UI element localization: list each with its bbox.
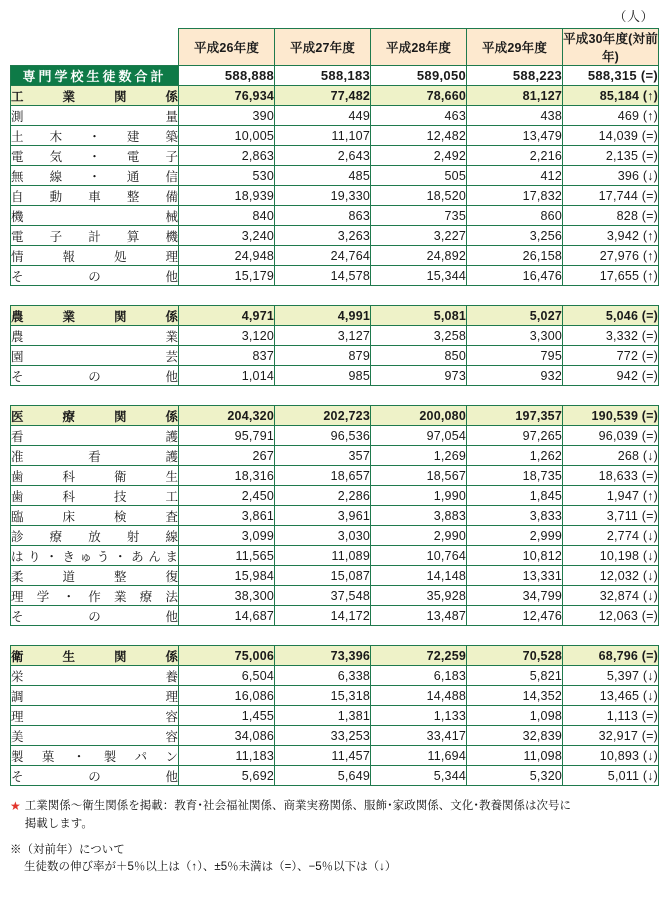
row-value-0: 530 xyxy=(179,166,275,186)
row-value-1: 37,548 xyxy=(275,586,371,606)
row-value-4: 17,655 (↑) xyxy=(563,266,659,286)
row-label: そ の 他 xyxy=(11,366,179,386)
table-row xyxy=(11,266,659,286)
note-star-text xyxy=(25,798,571,834)
row-value-0: 24,948 xyxy=(179,246,275,266)
table-row xyxy=(11,666,659,686)
table-row xyxy=(11,486,659,506)
table-row xyxy=(11,586,659,606)
column-header-row xyxy=(11,29,659,66)
row-label: 看 護 xyxy=(11,426,179,446)
row-value-2: 18,567 xyxy=(371,466,467,486)
row-value-1: 18,657 xyxy=(275,466,371,486)
row-value-2: 1,269 xyxy=(371,446,467,466)
row-label: 准 看 護 xyxy=(11,446,179,466)
row-value-2: 2,990 xyxy=(371,526,467,546)
row-value-4: 32,917 (=) xyxy=(563,726,659,746)
row-value-1: 14,578 xyxy=(275,266,371,286)
row-value-0: 267 xyxy=(179,446,275,466)
total-row xyxy=(11,66,659,86)
row-value-0: 1,455 xyxy=(179,706,275,726)
row-label: 情 報 処 理 xyxy=(11,246,179,266)
row-label: 園 芸 xyxy=(11,346,179,366)
row-value-4: 3,711 (=) xyxy=(563,506,659,526)
table-row xyxy=(11,566,659,586)
row-value-1: 3,961 xyxy=(275,506,371,526)
note-star-row xyxy=(10,798,658,834)
row-value-3: 26,158 xyxy=(467,246,563,266)
row-value-4: 1,113 (=) xyxy=(563,706,659,726)
table-row xyxy=(11,706,659,726)
row-value-3: 14,352 xyxy=(467,686,563,706)
row-value-4: 32,874 (↓) xyxy=(563,586,659,606)
group-header-row xyxy=(11,306,659,326)
row-value-1: 14,172 xyxy=(275,606,371,626)
row-value-0: 14,687 xyxy=(179,606,275,626)
row-label: 歯 科 衛 生 xyxy=(11,466,179,486)
row-value-3: 1,845 xyxy=(467,486,563,506)
row-value-1: 11,107 xyxy=(275,126,371,146)
group-value-0: 75,006 xyxy=(179,646,275,666)
table-row xyxy=(11,506,659,526)
row-label: 柔 道 整 復 xyxy=(11,566,179,586)
row-value-4: 772 (=) xyxy=(563,346,659,366)
row-value-0: 95,791 xyxy=(179,426,275,446)
table-row xyxy=(11,446,659,466)
row-label: はり・きゅう・あんま xyxy=(11,546,179,566)
group-value-3: 5,027 xyxy=(467,306,563,326)
row-value-4: 96,039 (=) xyxy=(563,426,659,446)
table-row xyxy=(11,766,659,786)
row-value-2: 3,227 xyxy=(371,226,467,246)
row-value-2: 6,183 xyxy=(371,666,467,686)
row-label: 土 木 ・ 建 築 xyxy=(11,126,179,146)
table-row xyxy=(11,366,659,386)
table-row xyxy=(11,106,659,126)
row-label: 測 量 xyxy=(11,106,179,126)
row-value-2: 735 xyxy=(371,206,467,226)
table-row xyxy=(11,466,659,486)
group-value-2: 78,660 xyxy=(371,86,467,106)
row-value-0: 6,504 xyxy=(179,666,275,686)
row-value-3: 18,735 xyxy=(467,466,563,486)
row-value-0: 11,183 xyxy=(179,746,275,766)
row-value-4: 10,198 (↓) xyxy=(563,546,659,566)
group-value-4: 85,184 (↑) xyxy=(563,86,659,106)
total-value-1: 588,183 xyxy=(275,66,371,86)
row-value-2: 1,990 xyxy=(371,486,467,506)
group-label: 工 業 関 係 xyxy=(11,86,179,106)
row-value-0: 3,861 xyxy=(179,506,275,526)
group-value-4: 68,796 (=) xyxy=(563,646,659,666)
group-header-row xyxy=(11,86,659,106)
row-value-0: 2,450 xyxy=(179,486,275,506)
group-value-1: 4,991 xyxy=(275,306,371,326)
group-separator xyxy=(11,386,659,406)
row-value-2: 35,928 xyxy=(371,586,467,606)
row-value-0: 390 xyxy=(179,106,275,126)
row-value-3: 2,216 xyxy=(467,146,563,166)
row-value-2: 850 xyxy=(371,346,467,366)
row-value-1: 33,253 xyxy=(275,726,371,746)
row-value-0: 3,099 xyxy=(179,526,275,546)
row-value-4: 268 (↓) xyxy=(563,446,659,466)
row-value-4: 396 (↓) xyxy=(563,166,659,186)
row-value-0: 5,692 xyxy=(179,766,275,786)
table-row xyxy=(11,166,659,186)
row-value-4: 27,976 (↑) xyxy=(563,246,659,266)
group-value-2: 72,259 xyxy=(371,646,467,666)
column-header-2: 平成28年度 xyxy=(371,29,467,66)
group-value-2: 200,080 xyxy=(371,406,467,426)
row-value-3: 16,476 xyxy=(467,266,563,286)
row-value-2: 14,148 xyxy=(371,566,467,586)
row-value-2: 5,344 xyxy=(371,766,467,786)
row-value-3: 3,300 xyxy=(467,326,563,346)
row-value-1: 3,127 xyxy=(275,326,371,346)
row-value-3: 13,331 xyxy=(467,566,563,586)
row-value-2: 463 xyxy=(371,106,467,126)
row-value-4: 469 (↑) xyxy=(563,106,659,126)
group-separator xyxy=(11,626,659,646)
row-value-0: 16,086 xyxy=(179,686,275,706)
row-value-1: 1,381 xyxy=(275,706,371,726)
row-label: 理 学 ・ 作 業 療 法 xyxy=(11,586,179,606)
row-value-0: 18,316 xyxy=(179,466,275,486)
row-value-0: 11,565 xyxy=(179,546,275,566)
group-value-4: 5,046 (=) xyxy=(563,306,659,326)
note2-line1: ※（対前年）について xyxy=(10,843,125,856)
group-value-0: 204,320 xyxy=(179,406,275,426)
row-value-2: 3,883 xyxy=(371,506,467,526)
row-value-1: 879 xyxy=(275,346,371,366)
table-row xyxy=(11,226,659,246)
row-value-3: 412 xyxy=(467,166,563,186)
row-value-0: 18,939 xyxy=(179,186,275,206)
row-value-1: 3,263 xyxy=(275,226,371,246)
row-value-4: 2,774 (↓) xyxy=(563,526,659,546)
row-value-4: 18,633 (=) xyxy=(563,466,659,486)
note-star-line2: 掲載します。 xyxy=(24,817,93,830)
row-value-4: 10,893 (↓) xyxy=(563,746,659,766)
star-icon: ★ xyxy=(10,799,21,813)
row-value-2: 24,892 xyxy=(371,246,467,266)
table-row xyxy=(11,146,659,166)
row-value-3: 34,799 xyxy=(467,586,563,606)
table-row xyxy=(11,126,659,146)
row-value-3: 795 xyxy=(467,346,563,366)
table-row xyxy=(11,726,659,746)
row-value-3: 1,098 xyxy=(467,706,563,726)
row-label: 機 械 xyxy=(11,206,179,226)
row-value-1: 96,536 xyxy=(275,426,371,446)
row-value-1: 863 xyxy=(275,206,371,226)
group-header-row xyxy=(11,646,659,666)
row-value-2: 10,764 xyxy=(371,546,467,566)
row-value-2: 33,417 xyxy=(371,726,467,746)
column-header-1: 平成27年度 xyxy=(275,29,371,66)
row-value-2: 13,487 xyxy=(371,606,467,626)
table-row xyxy=(11,426,659,446)
row-label: 歯 科 技 工 xyxy=(11,486,179,506)
row-label: 自 動 車 整 備 xyxy=(11,186,179,206)
row-value-1: 3,030 xyxy=(275,526,371,546)
row-value-4: 5,397 (↓) xyxy=(563,666,659,686)
row-value-4: 3,332 (=) xyxy=(563,326,659,346)
row-value-4: 14,039 (=) xyxy=(563,126,659,146)
group-value-0: 76,934 xyxy=(179,86,275,106)
row-value-1: 2,286 xyxy=(275,486,371,506)
row-value-2: 15,344 xyxy=(371,266,467,286)
row-value-0: 3,120 xyxy=(179,326,275,346)
group-value-4: 190,539 (=) xyxy=(563,406,659,426)
row-value-1: 485 xyxy=(275,166,371,186)
row-value-4: 17,744 (=) xyxy=(563,186,659,206)
header-corner-blank xyxy=(11,29,179,66)
row-value-1: 19,330 xyxy=(275,186,371,206)
group-separator xyxy=(11,286,659,306)
group-label: 衛 生 関 係 xyxy=(11,646,179,666)
row-value-2: 12,482 xyxy=(371,126,467,146)
row-value-2: 18,520 xyxy=(371,186,467,206)
row-label: 製 菓 ・ 製 パ ン xyxy=(11,746,179,766)
row-label: 調 理 xyxy=(11,686,179,706)
row-value-4: 5,011 (↓) xyxy=(563,766,659,786)
table-row xyxy=(11,686,659,706)
row-value-3: 11,098 xyxy=(467,746,563,766)
column-header-3: 平成29年度 xyxy=(467,29,563,66)
note-star-line1: 工業関係～衛生関係を掲載：教育･社会福祉関係、商業実務関係、服飾･家政関係、文化･教養関係は次号に xyxy=(24,800,572,812)
table-row xyxy=(11,526,659,546)
row-value-2: 973 xyxy=(371,366,467,386)
row-label: 臨 床 検 査 xyxy=(11,506,179,526)
row-value-1: 985 xyxy=(275,366,371,386)
unit-label: （人） xyxy=(613,9,654,24)
row-label: そ の 他 xyxy=(11,766,179,786)
row-label: そ の 他 xyxy=(11,606,179,626)
row-value-2: 2,492 xyxy=(371,146,467,166)
row-value-3: 860 xyxy=(467,206,563,226)
row-value-1: 11,089 xyxy=(275,546,371,566)
row-label: 診 療 放 射 線 xyxy=(11,526,179,546)
row-value-0: 837 xyxy=(179,346,275,366)
table-row xyxy=(11,746,659,766)
row-value-0: 1,014 xyxy=(179,366,275,386)
row-value-4: 3,942 (↑) xyxy=(563,226,659,246)
row-value-2: 1,133 xyxy=(371,706,467,726)
total-value-0: 588,888 xyxy=(179,66,275,86)
row-value-1: 15,318 xyxy=(275,686,371,706)
row-label: 栄 養 xyxy=(11,666,179,686)
group-value-3: 81,127 xyxy=(467,86,563,106)
row-value-4: 1,947 (↑) xyxy=(563,486,659,506)
row-value-3: 1,262 xyxy=(467,446,563,466)
group-label: 医 療 関 係 xyxy=(11,406,179,426)
row-label: 農 業 xyxy=(11,326,179,346)
row-label: そ の 他 xyxy=(11,266,179,286)
table-row xyxy=(11,246,659,266)
row-value-3: 13,479 xyxy=(467,126,563,146)
row-value-4: 828 (=) xyxy=(563,206,659,226)
table-row xyxy=(11,206,659,226)
table-body xyxy=(11,29,659,786)
note-about-yoy xyxy=(10,842,658,878)
row-value-2: 11,694 xyxy=(371,746,467,766)
row-value-3: 32,839 xyxy=(467,726,563,746)
total-value-2: 589,050 xyxy=(371,66,467,86)
row-value-4: 13,465 (↓) xyxy=(563,686,659,706)
row-value-3: 438 xyxy=(467,106,563,126)
row-value-0: 15,179 xyxy=(179,266,275,286)
row-value-1: 15,087 xyxy=(275,566,371,586)
total-value-4: 588,315 (=) xyxy=(563,66,659,86)
row-value-2: 14,488 xyxy=(371,686,467,706)
row-value-1: 449 xyxy=(275,106,371,126)
row-value-1: 24,764 xyxy=(275,246,371,266)
student-count-table xyxy=(10,28,659,786)
notes-block xyxy=(10,798,658,877)
table-row xyxy=(11,346,659,366)
row-value-3: 17,832 xyxy=(467,186,563,206)
total-row-label: 専門学校生徒数合計 xyxy=(11,66,179,86)
note2-line2: 生徒数の伸び率が＋5％以上は（↑）、±5％未満は（=）、−5％以下は（↓） xyxy=(24,861,397,874)
row-value-4: 12,063 (=) xyxy=(563,606,659,626)
row-value-4: 2,135 (=) xyxy=(563,146,659,166)
row-value-0: 2,863 xyxy=(179,146,275,166)
row-value-3: 3,833 xyxy=(467,506,563,526)
row-value-3: 3,256 xyxy=(467,226,563,246)
row-value-0: 34,086 xyxy=(179,726,275,746)
row-value-3: 10,812 xyxy=(467,546,563,566)
row-value-3: 5,320 xyxy=(467,766,563,786)
row-value-3: 12,476 xyxy=(467,606,563,626)
row-value-1: 11,457 xyxy=(275,746,371,766)
table-row xyxy=(11,326,659,346)
row-value-3: 97,265 xyxy=(467,426,563,446)
row-value-1: 357 xyxy=(275,446,371,466)
row-value-2: 505 xyxy=(371,166,467,186)
group-value-2: 5,081 xyxy=(371,306,467,326)
row-label: 電 気 ・ 電 子 xyxy=(11,146,179,166)
group-header-row xyxy=(11,406,659,426)
row-value-3: 2,999 xyxy=(467,526,563,546)
row-value-3: 5,821 xyxy=(467,666,563,686)
row-value-2: 97,054 xyxy=(371,426,467,446)
row-value-4: 12,032 (↓) xyxy=(563,566,659,586)
row-value-0: 15,984 xyxy=(179,566,275,586)
group-value-1: 77,482 xyxy=(275,86,371,106)
column-header-4: 平成30年度(対前年) xyxy=(563,29,659,66)
table-row xyxy=(11,606,659,626)
group-label: 農 業 関 係 xyxy=(11,306,179,326)
row-value-0: 10,005 xyxy=(179,126,275,146)
row-value-1: 5,649 xyxy=(275,766,371,786)
row-label: 電 子 計 算 機 xyxy=(11,226,179,246)
group-value-1: 202,723 xyxy=(275,406,371,426)
row-value-4: 942 (=) xyxy=(563,366,659,386)
group-value-0: 4,971 xyxy=(179,306,275,326)
table-row xyxy=(11,186,659,206)
total-value-3: 588,223 xyxy=(467,66,563,86)
row-value-3: 932 xyxy=(467,366,563,386)
group-value-1: 73,396 xyxy=(275,646,371,666)
column-header-0: 平成26年度 xyxy=(179,29,275,66)
row-value-1: 6,338 xyxy=(275,666,371,686)
row-label: 美 容 xyxy=(11,726,179,746)
row-value-0: 3,240 xyxy=(179,226,275,246)
row-value-0: 38,300 xyxy=(179,586,275,606)
row-label: 理 容 xyxy=(11,706,179,726)
row-value-1: 2,643 xyxy=(275,146,371,166)
table-row xyxy=(11,546,659,566)
row-label: 無 線 ・ 通 信 xyxy=(11,166,179,186)
group-value-3: 197,357 xyxy=(467,406,563,426)
row-value-2: 3,258 xyxy=(371,326,467,346)
group-value-3: 70,528 xyxy=(467,646,563,666)
row-value-0: 840 xyxy=(179,206,275,226)
